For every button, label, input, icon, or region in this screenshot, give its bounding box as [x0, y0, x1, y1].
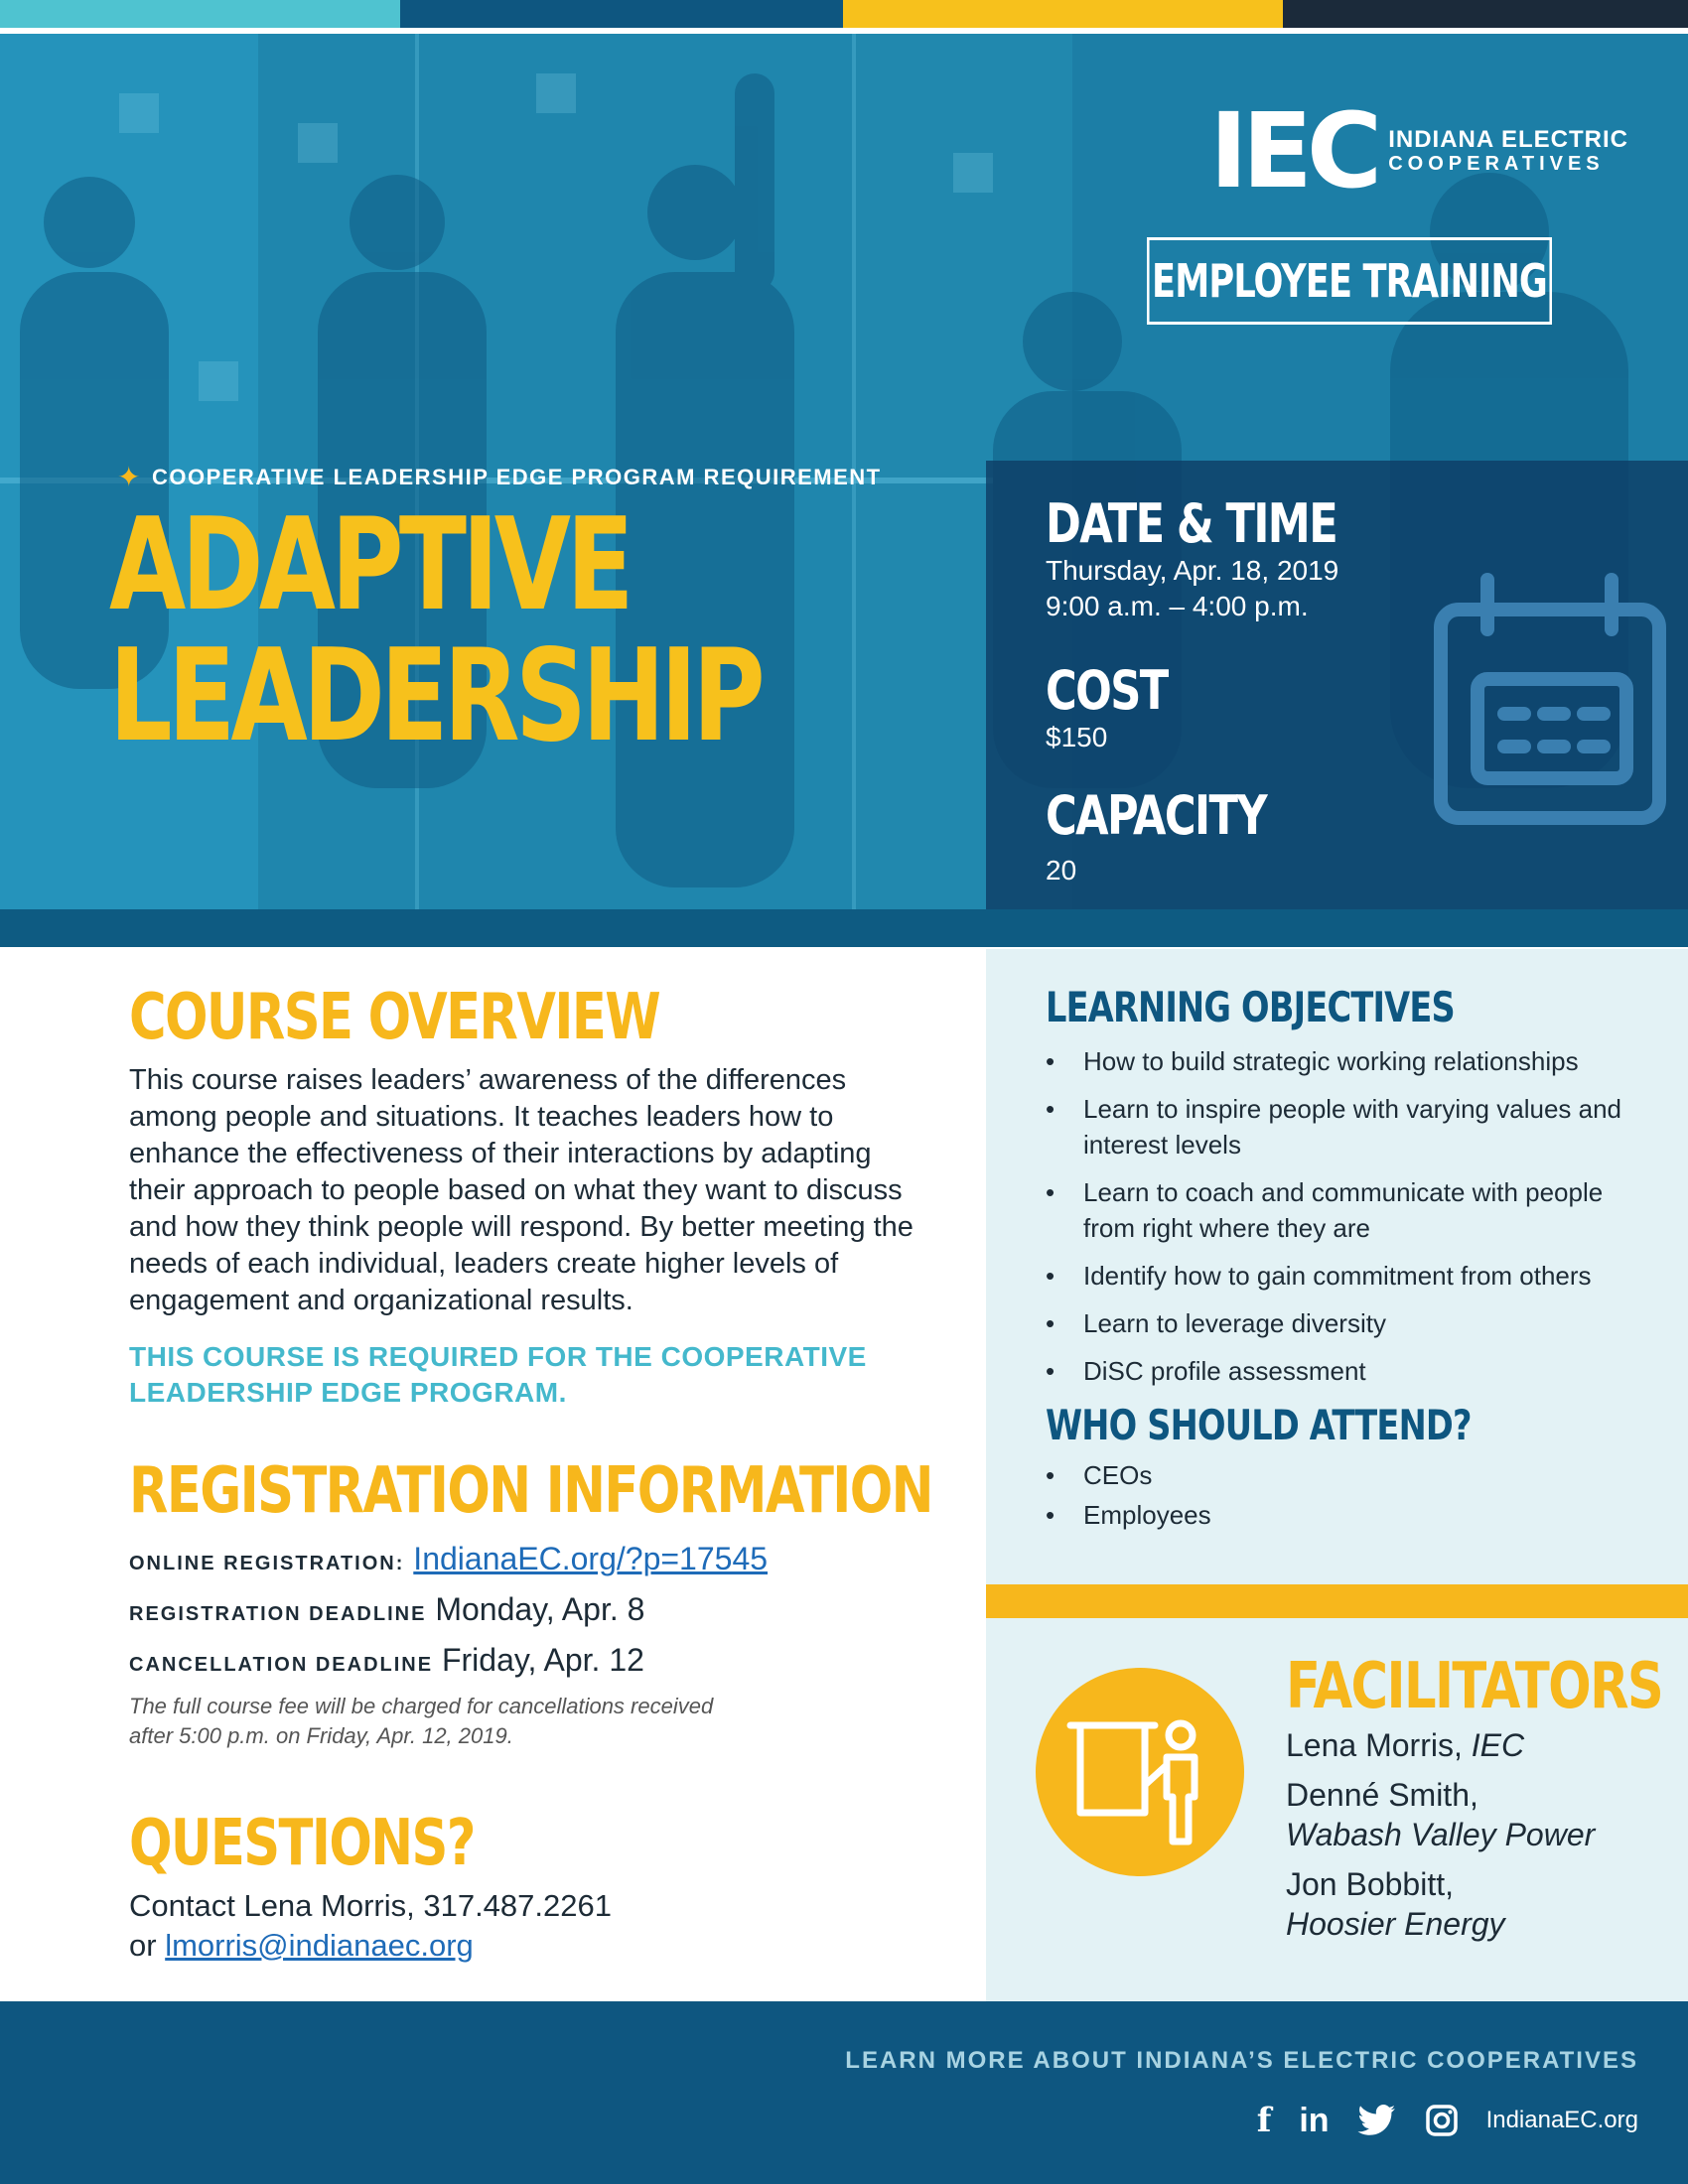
twitter-icon[interactable]: [1357, 2105, 1397, 2136]
employee-training-badge: EMPLOYEE TRAINING: [1147, 237, 1552, 325]
gold-divider: [986, 1584, 1688, 1618]
online-registration-label: ONLINE REGISTRATION:: [129, 1553, 405, 1574]
top-bar-navy: [1283, 0, 1688, 28]
facilitator-name: Denné Smith,: [1286, 1777, 1478, 1813]
facilitator-org: IEC: [1471, 1727, 1525, 1763]
facilitator-badge: [1036, 1668, 1244, 1876]
cancellation-deadline-row: [129, 1637, 923, 1688]
hero-bottom-stripe: [0, 909, 1688, 947]
learning-objectives-section: [1046, 983, 1661, 1545]
facilitators-section: [1286, 1650, 1663, 1944]
title-line-1: ADAPTIVE: [109, 491, 630, 639]
facilitators-heading: FACILITATORS: [1286, 1650, 1663, 1723]
course-overview-section: [129, 981, 923, 1411]
course-overview-text: This course raises leaders’ awareness of the differences among people and situations. It teaches leaders how to enhance the effectiveness of their interactions by adapting their approach to people based on what they want to discuss and how they think people will respond. By better meeting the needs of each individual, leaders create higher levels of engagement and organizational results.: [129, 1064, 914, 1316]
facilitator-2: [1286, 1775, 1663, 1854]
facilitator-name: Jon Bobbitt,: [1286, 1866, 1454, 1902]
left-column: [129, 949, 932, 1966]
facilitator-3: [1286, 1864, 1663, 1944]
registration-section: [129, 1454, 932, 1751]
capacity-heading: CAPACITY: [1046, 784, 1266, 847]
footer: [0, 2001, 1688, 2184]
date-time-block: [1046, 492, 1409, 624]
top-bar-gold: [843, 0, 1283, 28]
objective-item: • Identify how to gain commitment from others: [1046, 1258, 1661, 1294]
cost-block: [1046, 659, 1197, 755]
logo-mark: IEC: [1209, 90, 1377, 211]
cancellation-deadline-value: Friday, Apr. 12: [441, 1642, 644, 1678]
event-date: Thursday, Apr. 18, 2019: [1046, 555, 1339, 586]
contact-email-link[interactable]: lmorris@indianaec.org: [165, 1928, 474, 1963]
registration-deadline-label: REGISTRATION DEADLINE: [129, 1603, 427, 1625]
facilitator-1: [1286, 1725, 1663, 1765]
registration-deadline-row: [129, 1586, 923, 1637]
calendar-icon: [1423, 570, 1671, 838]
registration-link[interactable]: IndianaEC.org/?p=17545: [413, 1541, 769, 1576]
objective-item: • Learn to inspire people with varying values and interest levels: [1046, 1091, 1661, 1162]
hero-banner: [0, 34, 1688, 909]
attendee-item: • Employees: [1046, 1497, 1661, 1533]
facilitator-org: Wabash Valley Power: [1286, 1817, 1596, 1852]
questions-email-row: [129, 1926, 923, 1966]
event-details-panel: [986, 461, 1688, 909]
capacity-block: [1046, 784, 1322, 888]
event-cost: $150: [1046, 722, 1108, 752]
instagram-icon[interactable]: [1425, 2104, 1459, 2137]
program-requirement: [117, 461, 882, 493]
questions-email-prefix: or: [129, 1928, 166, 1963]
facebook-icon[interactable]: f: [1256, 2101, 1272, 2140]
sparkle-icon: ✦: [117, 462, 142, 492]
questions-heading: QUESTIONS?: [129, 1807, 475, 1880]
linkedin-icon[interactable]: in: [1299, 2101, 1330, 2139]
registration-deadline-value: Monday, Apr. 8: [435, 1591, 645, 1627]
event-capacity: 20: [1046, 855, 1077, 886]
learning-objectives-heading: LEARNING OBJECTIVES: [1046, 983, 1455, 1031]
learning-objectives-list: [1046, 1043, 1661, 1389]
questions-section: [129, 1807, 923, 1966]
cost-heading: COST: [1046, 659, 1168, 722]
main-content: [0, 949, 1688, 2001]
online-registration-row: [129, 1536, 923, 1586]
title-line-2: LEADERSHIP: [109, 622, 762, 770]
footer-cta: LEARN MORE ABOUT INDIANA’S ELECTRIC COOPERATIVES: [845, 2047, 1638, 2074]
attendees-list: [1046, 1457, 1661, 1533]
required-note: THIS COURSE IS REQUIRED FOR THE COOPERATIVE LEADERSHIP EDGE PROGRAM.: [129, 1341, 867, 1408]
website-link[interactable]: IndianaEC.org: [1485, 2107, 1638, 2133]
logo-wordmark: [1388, 127, 1628, 175]
right-column: [986, 949, 1688, 2001]
course-overview-heading: COURSE OVERVIEW: [129, 981, 660, 1054]
event-time: 9:00 a.m. – 4:00 p.m.: [1046, 591, 1309, 621]
questions-contact: Contact Lena Morris, 317.487.2261: [129, 1888, 612, 1923]
objective-item: • Learn to leverage diversity: [1046, 1305, 1661, 1341]
program-requirement-text: COOPERATIVE LEADERSHIP EDGE PROGRAM REQUIREMENT: [151, 464, 882, 489]
top-bar-blue: [400, 0, 843, 28]
objective-item: • How to build strategic working relationships: [1046, 1043, 1661, 1079]
logo-line-2: COOPERATIVES: [1388, 153, 1605, 176]
cancellation-note: The full course fee will be charged for cancellations received after 5:00 p.m. on Friday, Apr. 12, 2019.: [129, 1694, 714, 1748]
iec-logo: [1209, 90, 1628, 211]
facilitator-name: Lena Morris,: [1286, 1727, 1463, 1763]
cancellation-deadline-label: CANCELLATION DEADLINE: [129, 1654, 434, 1676]
attendee-item: • CEOs: [1046, 1457, 1661, 1493]
facilitator-org: Hoosier Energy: [1286, 1906, 1505, 1942]
who-should-attend-heading: WHO SHOULD ATTEND?: [1046, 1401, 1472, 1449]
top-color-bar: [0, 0, 1688, 28]
objective-item: • DiSC profile assessment: [1046, 1353, 1661, 1389]
social-links: [1257, 2101, 1638, 2140]
presenter-icon: [1036, 1668, 1244, 1876]
registration-heading: REGISTRATION INFORMATION: [129, 1454, 932, 1528]
logo-line-1: INDIANA ELECTRIC: [1388, 125, 1628, 153]
objective-item: • Learn to coach and communicate with people from right where they are: [1046, 1174, 1661, 1246]
date-time-heading: DATE & TIME: [1046, 492, 1337, 555]
top-bar-teal: [0, 0, 400, 28]
course-title: [109, 491, 762, 770]
